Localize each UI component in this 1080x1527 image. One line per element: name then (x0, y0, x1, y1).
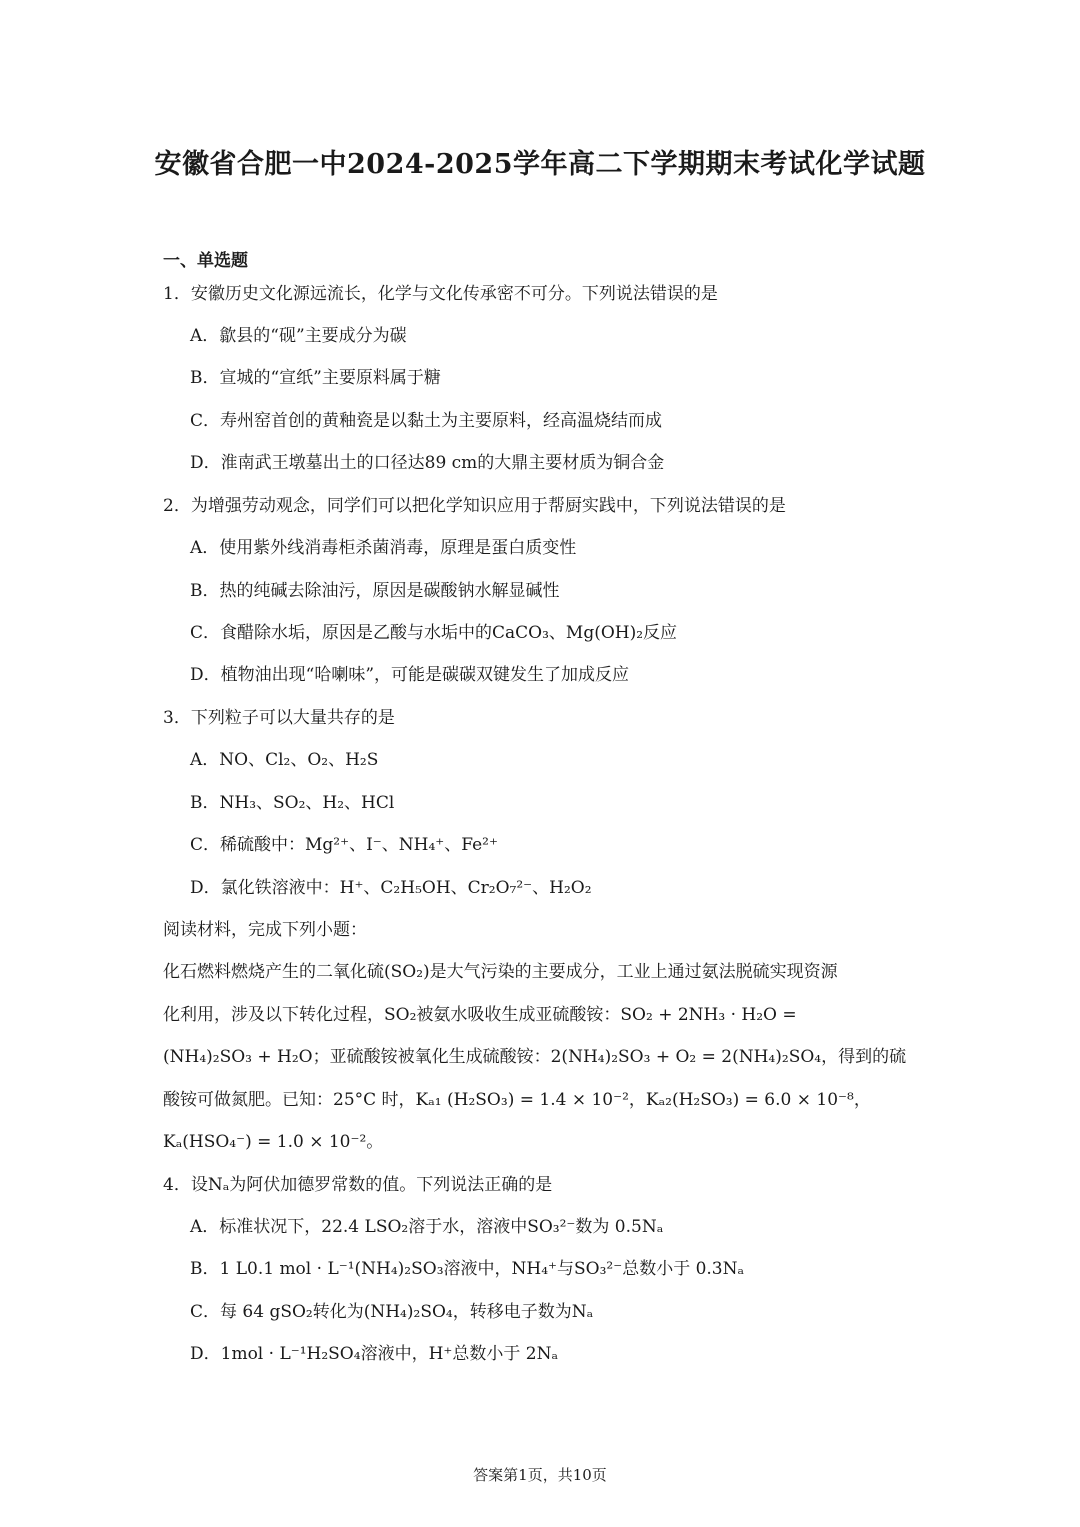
question-3-option-d: D．氯化铁溶液中：H⁺、C₂H₅OH、Cr₂O₇²⁻、H₂O₂ (190, 878, 592, 898)
section-heading: 一、单选题 (163, 251, 248, 271)
question-3-option-c: C．稀硫酸中：Mg²⁺、I⁻、NH₄⁺、Fe²⁺ (190, 835, 498, 855)
document-title: 安徽省合肥一中2024-2025学年高二下学期期末考试化学试题 (154, 149, 926, 180)
reading-line-1: 化石燃料燃烧产生的二氧化硫(SO₂)是大气污染的主要成分，工业上通过氨法脱硫实现资源 (163, 962, 838, 982)
page-footer: 答案第1页，共10页 (473, 1466, 607, 1484)
reading-line-5: Kₐ(HSO₄⁻) = 1.0 × 10⁻²。 (163, 1132, 384, 1152)
question-1-option-b: B．宣城的“宣纸”主要原料属于糖 (190, 368, 441, 388)
question-1-option-d: D．淮南武王墩墓出土的口径达89 cm的大鼎主要材质为铜合金 (190, 453, 665, 473)
question-1-stem: 1．安徽历史文化源远流长，化学与文化传承密不可分。下列说法错误的是 (163, 284, 718, 304)
question-2-option-a: A．使用紫外线消毒柜杀菌消毒，原理是蛋白质变性 (190, 538, 577, 558)
reading-line-4: 酸铵可做氮肥。已知：25°C 时，Kₐ₁ (H₂SO₃) = 1.4 × 10⁻²，Kₐ₂(H₂SO₃) = 6.0 × 10⁻⁸， (163, 1090, 871, 1110)
question-3-option-b: B．NH₃、SO₂、H₂、HCl (190, 793, 395, 813)
question-4-option-d: D．1mol · L⁻¹H₂SO₄溶液中，H⁺总数小于 2Nₐ (190, 1344, 559, 1364)
reading-intro: 阅读材料，完成下列小题： (163, 920, 367, 940)
question-1-option-c: C．寿州窑首创的黄釉瓷是以黏土为主要原料，经高温烧结而成 (190, 411, 663, 431)
question-2-option-b: B．热的纯碱去除油污，原因是碳酸钠水解显碱性 (190, 581, 560, 601)
question-2-stem: 2．为增强劳动观念，同学们可以把化学知识应用于帮厨实践中，下列说法错误的是 (163, 496, 786, 516)
question-4-stem: 4．设Nₐ为阿伏加德罗常数的值。下列说法正确的是 (163, 1175, 553, 1195)
question-3-option-a: A．NO、Cl₂、O₂、H₂S (190, 750, 379, 770)
question-4-option-a: A．标准状况下，22.4 LSO₂溶于水，溶液中SO₃²⁻数为 0.5Nₐ (190, 1217, 664, 1237)
reading-line-3: (NH₄)₂SO₃ + H₂O；亚硫酸铵被氧化生成硫酸铵：2(NH₄)₂SO₃ + O₂ = 2(NH₄)₂SO₄，得到的硫 (163, 1047, 907, 1067)
question-4-option-b: B．1 L0.1 mol · L⁻¹(NH₄)₂SO₃溶液中，NH₄⁺与SO₃²⁻总数小于 0.3Nₐ (190, 1259, 745, 1279)
question-3-stem: 3．下列粒子可以大量共存的是 (163, 708, 395, 728)
reading-line-2: 化利用，涉及以下转化过程，SO₂被氨水吸收生成亚硫酸铵：SO₂ + 2NH₃ · H₂O = (163, 1005, 797, 1025)
question-4-option-c: C．每 64 gSO₂转化为(NH₄)₂SO₄，转移电子数为Nₐ (190, 1302, 594, 1322)
question-1-option-a: A．歙县的“砚”主要成分为碳 (190, 326, 407, 346)
question-2-option-d: D．植物油出现“哈喇味”，可能是碳碳双键发生了加成反应 (190, 665, 630, 685)
question-2-option-c: C．食醋除水垢，原因是乙酸与水垢中的CaCO₃、Mg(OH)₂反应 (190, 623, 678, 643)
